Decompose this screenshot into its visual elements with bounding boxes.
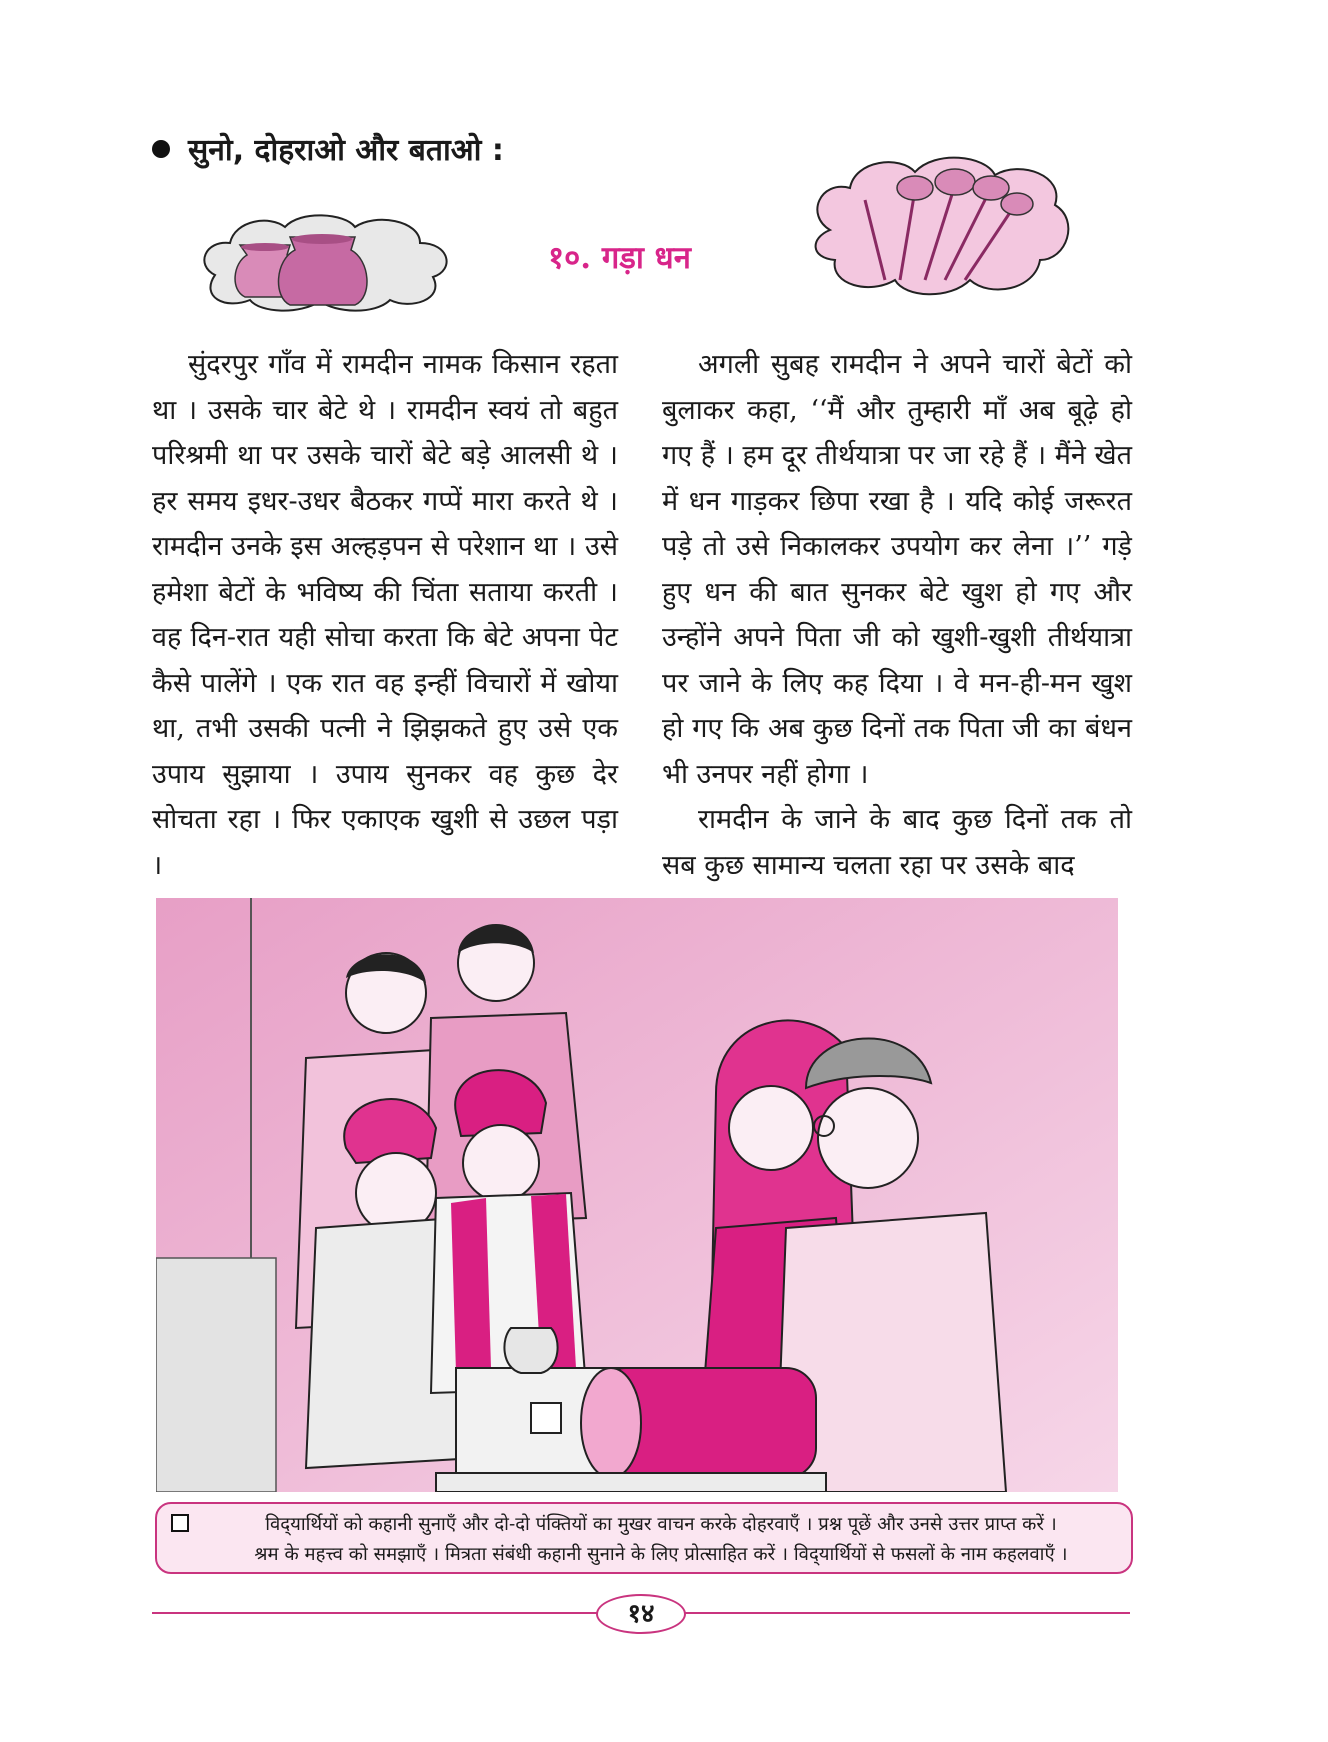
bullet-icon [152,140,170,158]
story-paragraph: अगली सुबह रामदीन ने अपने चारों बेटों को बुलाकर कहा, ‘‘मैं और तुम्हारी माँ अब बूढ़े हो गए हैं । हम दूर तीर्थयात्रा पर जा रहे हैं । मैंने खेत में धन गाड़कर छिपा रखा है । यदि कोई जरूरत पड़े तो उसे निकालकर उपयोग कर लेना ।’’ गड़े हुए धन की बात सुनकर बेटे खुश हो गए और उन्होंने अपने पिता जी को खुशी-खुशी तीर्थयात्रा पर जाने के लिए कह दिया । वे मन-ही-मन खुश हो गए कि अब कुछ दिनों तक पिता जी का बंधन भी उनपर नहीं होगा । [662,349,1132,790]
story-paragraph: सुंदरपुर गाँव में रामदीन नामक किसान रहता था । उसके चार बेटे थे । रामदीन स्वयं तो बहुत परिश्रमी था पर उसके चारों बेटे बड़े आलसी थे । हर समय इधर-उधर बैठकर गप्पें मारा करते थे । रामदीन उनके इस अल्हड़पन से परेशान था । उसे हमेशा बेटों के भविष्य की चिंता सताया करती । वह दिन-रात यही सोचा करता कि बेटे अपना पेट कैसे पालेंगे । एक रात वह इन्हीं विचारों में खोया था, तभी उसकी पत्नी ने झिझकते हुए उसे एक उपाय सुझाया । उपाय सुनकर वह कुछ देर सोचता रहा । फिर एकाएक खुशी से उछल पड़ा । [152,349,618,881]
chapter-title: १०. गड़ा धन [548,240,691,276]
page-number: १४ [596,1594,686,1634]
pots-cloud-illustration [195,205,455,315]
family-illustration [156,898,1118,1492]
story-column-right [662,342,1132,888]
section-heading [152,128,504,169]
story-paragraph: रामदीन के जाने के बाद कुछ दिनों तक तो सब कुछ सामान्य चलता रहा पर उसके बाद [662,804,1132,881]
teacher-note-line: विद्‌यार्थियों को कहानी सुनाएँ और दो-दो पंक्तियों का मुखर वाचन करके दोहरवाएँ । प्रश्न पूछें और उनसे उत्तर प्राप्त करें । [265,1514,1057,1535]
lotus-cloud-illustration [805,150,1075,300]
teacher-note-line: श्रम के महत्त्व को समझाएँ । मित्रता संबंधी कहानी सुनाने के लिए प्रोत्साहित करें । विद्‌यार्थियों से फसलों के नाम कहलवाएँ । [254,1544,1068,1565]
heading-text: सुनो, दोहराओ और बताओ : [188,133,504,168]
teacher-note-box [155,1502,1133,1574]
checkbox-icon [171,1514,189,1532]
story-column-left [152,342,618,888]
